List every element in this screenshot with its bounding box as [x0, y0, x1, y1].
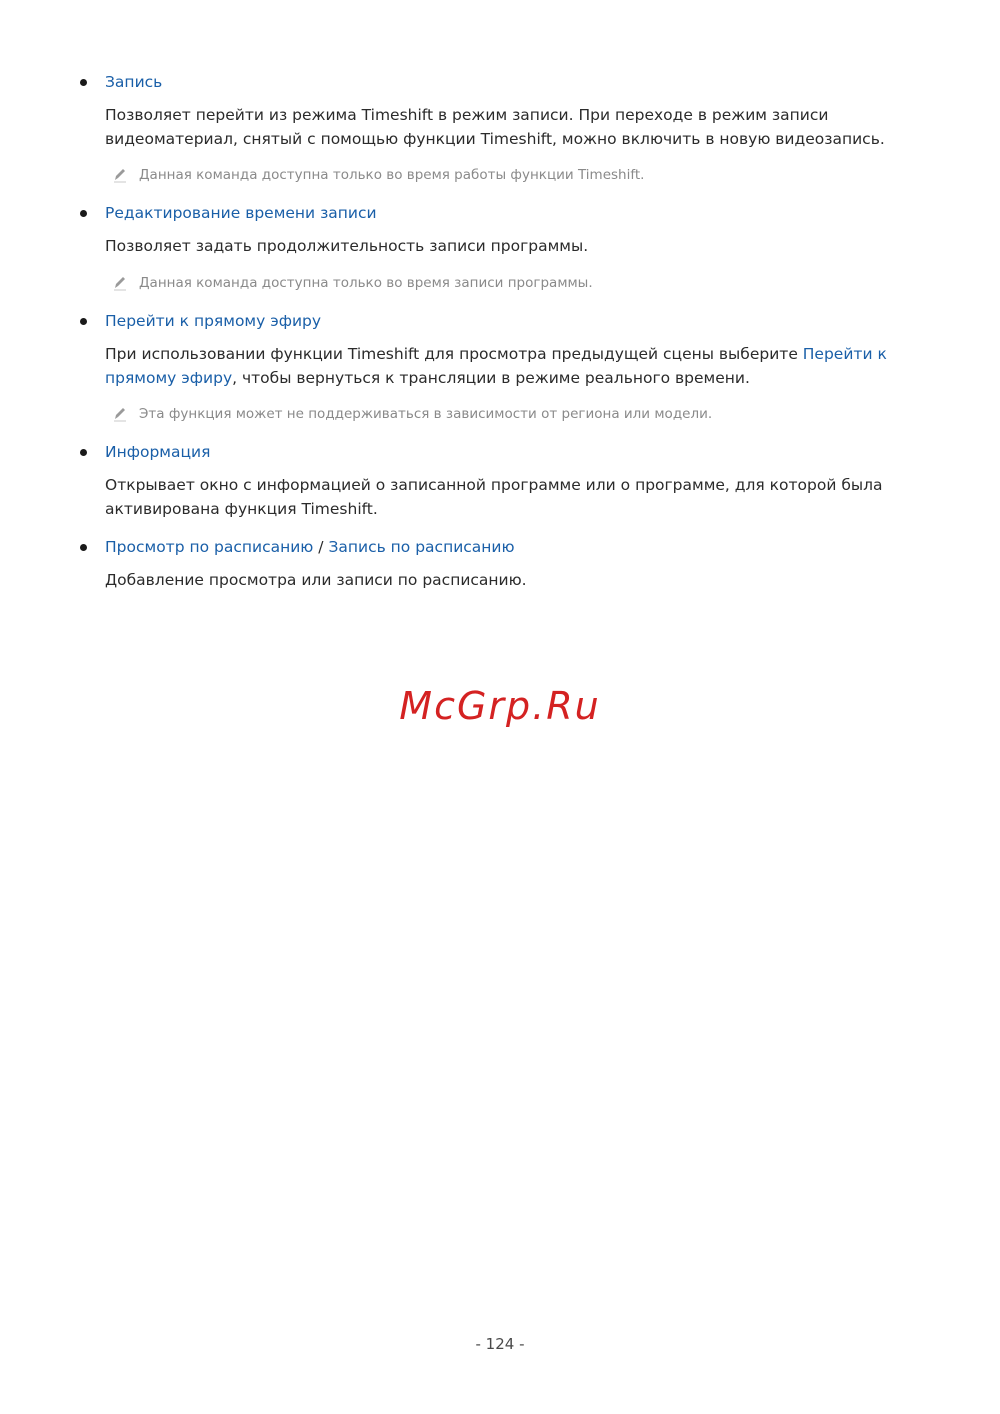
- section-heading-schedule: [105, 535, 515, 559]
- note-text: Данная команда доступна только во время записи программы.: [139, 275, 593, 291]
- note-go-live: [113, 404, 893, 424]
- section-heading-info[interactable]: Информация: [105, 443, 211, 461]
- pencil-icon: [113, 167, 129, 183]
- note-text: Данная команда доступна только во время работы функции Timeshift.: [139, 167, 645, 183]
- bullet: [80, 449, 87, 456]
- note-text: Эта функция может не поддерживаться в зависимости от региона или модели.: [139, 406, 713, 422]
- note-record: [113, 165, 893, 185]
- section-description-edit-record-time: Позволяет задать продолжительность записи программы.: [105, 237, 589, 255]
- schedule-viewing-link[interactable]: Просмотр по расписанию: [105, 538, 314, 556]
- watermark: McGrp.Ru: [399, 684, 601, 728]
- section-description-go-live: [105, 343, 915, 390]
- bullet: [80, 79, 87, 86]
- bullet: [80, 318, 87, 325]
- bullet: [80, 544, 87, 551]
- note-edit-record-time: [113, 273, 893, 293]
- schedule-recording-link[interactable]: Запись по расписанию: [328, 538, 515, 556]
- section-description-info: Открывает окно с информацией о записанной программе или о программе, для которой была активирована функция Timeshift.: [105, 476, 883, 518]
- bullet: [80, 210, 87, 217]
- section-heading-record[interactable]: Запись: [105, 73, 163, 91]
- pencil-icon: [113, 406, 129, 422]
- section-heading-edit-record-time[interactable]: Редактирование времени записи: [105, 204, 377, 222]
- description-text: , чтобы вернуться к трансляции в режиме реального времени.: [232, 368, 750, 387]
- pencil-icon: [113, 275, 129, 291]
- section-heading-go-live[interactable]: Перейти к прямому эфиру: [105, 312, 322, 330]
- page-number: - 124 -: [475, 1335, 525, 1353]
- section-description-schedule: Добавление просмотра или записи по расписанию.: [105, 571, 527, 589]
- section-description-record: Позволяет перейти из режима Timeshift в режим записи. При переходе в режим записи видеоматериал, снятый с помощью функции Timeshift, можно включить в новую видеозапись.: [105, 106, 885, 148]
- go-live-link[interactable]: Перейти к прямому эфиру: [105, 345, 887, 387]
- heading-separator: /: [313, 538, 329, 556]
- description-text: При использовании функции Timeshift для просмотра предыдущей сцены выберите: [105, 345, 803, 363]
